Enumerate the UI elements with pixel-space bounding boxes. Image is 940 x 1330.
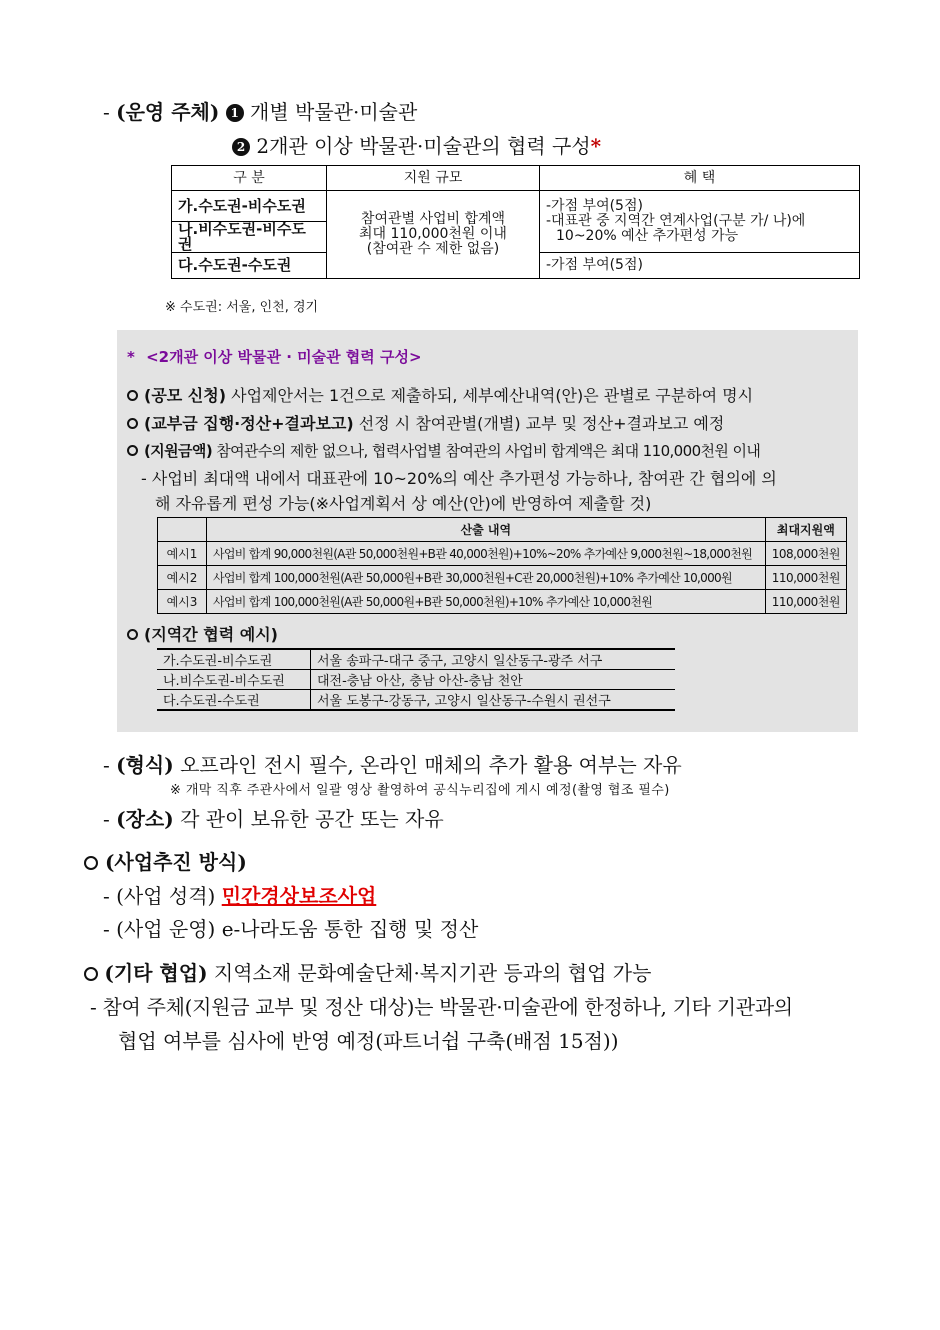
form-label: (형식): [116, 753, 174, 777]
other-line-2: 협업 여부를 심사에 반영 예정(파트너쉽 구축(배점 15점)): [118, 1029, 619, 1053]
p4-label: (지역간 협력 예시): [144, 625, 278, 644]
number-1-icon: 1: [226, 104, 244, 122]
method-l1-value: 민간경상보조사업: [221, 884, 377, 908]
box-paragraph-4: [127, 622, 278, 645]
number-2-icon: 2: [232, 138, 250, 156]
other-title-text: 지역소재 문화예술단체·복지기관 등과의 협업 가능: [213, 961, 652, 985]
box-paragraph-2: [127, 411, 724, 434]
p3-text: 참여관수의 제한 없으나, 협력사업별 참여관의 사업비 합계액은 최대 110,000천원 이내: [216, 442, 761, 460]
place-text: 각 관이 보유한 공간 또는 자유: [180, 807, 444, 831]
star-mark: *: [590, 134, 602, 158]
benefit-line: -대표관 중 지역간 연계사업(구분 가/ 나)에: [546, 213, 806, 229]
other-line-1: - 참여 주체(지원금 교부 및 정산 대상)는 박물관·미술관에 한정하나, 기타 기관과의: [90, 995, 793, 1019]
table-row: [158, 566, 847, 590]
budget-example-table: [157, 517, 847, 614]
circle-bullet-icon: [127, 390, 138, 401]
box-paragraph-1: [127, 383, 753, 406]
capital-area-note: ※ 수도권: 서울, 인천, 경기: [165, 300, 319, 315]
table-cell: 108,000천원: [765, 542, 846, 566]
table-header: 혜 택: [540, 166, 860, 191]
form-dash: -: [103, 753, 110, 777]
circle-bullet-icon: [84, 856, 98, 870]
benefit-line: 10~20% 예산 추가편성 가능: [556, 228, 739, 244]
support-table: [171, 165, 860, 279]
table-cell: 예시3: [158, 590, 207, 614]
circle-bullet-icon: [127, 418, 138, 429]
support-line: (참여관 수 제한 없음): [366, 241, 500, 257]
method-line-1: [103, 880, 376, 909]
table-cell: 사업비 합계 100,000천원(A관 50,000원+B관 50,000천원)+10% 추가예산 10,000천원: [207, 590, 766, 614]
method-title-text: (사업추진 방식): [104, 850, 247, 874]
form-text: 오프라인 전시 필수, 온라인 매체의 추가 활용 여부는 자유: [180, 753, 682, 777]
other-title-label: (기타 협업): [104, 961, 208, 985]
operator-item-2: 2개관 이상 박물관·미술관의 협력 구성: [256, 134, 591, 158]
table-header: [158, 518, 207, 542]
benefit-cell: [540, 191, 860, 253]
place-dash: -: [103, 807, 110, 831]
benefit-cell: -가점 부여(5점): [540, 253, 860, 279]
p1-text: 사업제안서는 1건으로 제출하되, 세부예산내역(안)은 관별로 구분하여 명시: [231, 386, 754, 405]
support-scale-cell: [327, 191, 540, 279]
method-l1-label: - (사업 성격): [103, 884, 216, 908]
table-cell: 예시2: [158, 566, 207, 590]
region-cell: 나.비수도권-비수도권: [172, 222, 327, 253]
circle-bullet-icon: [127, 629, 138, 640]
table-cell: 110,000천원: [765, 590, 846, 614]
box-sub-1: - 사업비 최대액 내에서 대표관에 10~20%의 예산 추가편성 가능하나, 참여관 간 협의에 의: [141, 469, 777, 488]
operator-line-1: [103, 96, 417, 125]
table-row: [158, 542, 847, 566]
table-header: 구 분: [172, 166, 327, 191]
p3-label: (지원금액): [144, 442, 213, 460]
place-line: [103, 803, 444, 832]
circle-bullet-icon: [84, 967, 98, 981]
p1-label: (공모 신청): [144, 386, 227, 405]
table-row: [157, 670, 675, 690]
table-cell: 다.수도권-수도권: [157, 690, 311, 711]
form-note: ※ 개막 직후 주관사에서 일괄 영상 촬영하여 공식누리집에 게시 예정(촬영 협조 필수): [170, 783, 670, 798]
operator-dash: -: [103, 100, 110, 124]
form-line: [103, 749, 682, 778]
table-cell: 서울 도봉구-강동구, 고양시 일산동구-수원시 권선구: [311, 690, 676, 711]
benefit-line: -가점 부여(5점): [546, 198, 643, 214]
operator-label: (운영 주체): [116, 100, 220, 124]
box-title-star: *: [127, 348, 135, 366]
table-cell: 사업비 합계 100,000천원(A관 50,000원+B관 30,000천원+C관 20,000천원)+10% 추가예산 10,000원: [207, 566, 766, 590]
box-title-text: <2개관 이상 박물관 · 미술관 협력 구성>: [146, 348, 422, 366]
table-header: 지원 규모: [327, 166, 540, 191]
table-row: [158, 590, 847, 614]
region-cell: 다.수도권-수도권: [172, 253, 327, 279]
operator-line-2: [232, 130, 601, 159]
table-cell: 대전-충남 아산, 충남 아산-충남 천안: [311, 670, 676, 690]
box-title: [127, 346, 422, 367]
box-sub-2: 해 자유롭게 편성 가능(※사업계획서 상 예산(안)에 반영하여 제출할 것): [155, 494, 652, 513]
table-cell: 110,000천원: [765, 566, 846, 590]
table-cell: 나.비수도권-비수도권: [157, 670, 311, 690]
p2-text: 선정 시 참여관별(개별) 교부 및 정산+결과보고 예정: [358, 414, 725, 433]
circle-bullet-icon: [127, 445, 138, 456]
region-cell: 가.수도권-비수도권: [172, 191, 327, 222]
place-label: (장소): [116, 807, 174, 831]
table-row: [157, 690, 675, 711]
table-header: 최대지원액: [765, 518, 846, 542]
box-paragraph-3: [127, 440, 760, 461]
regional-example-table: [157, 648, 675, 711]
p2-label: (교부금 집행·정산+결과보고): [144, 414, 354, 433]
support-line: 최대 110,000천원 이내: [359, 226, 507, 242]
table-header: 산출 내역: [207, 518, 766, 542]
method-title: [84, 846, 247, 875]
other-title: [84, 957, 651, 986]
operator-item-1: 개별 박물관·미술관: [250, 100, 418, 124]
method-line-2: - (사업 운영) e-나라도움 통한 집행 및 정산: [103, 917, 479, 941]
table-cell: 예시1: [158, 542, 207, 566]
support-line: 참여관별 사업비 합계액: [360, 211, 506, 227]
table-cell: 서울 송파구-대구 중구, 고양시 일산동구-광주 서구: [311, 649, 676, 670]
table-row: [157, 649, 675, 670]
table-cell: 가.수도권-비수도권: [157, 649, 311, 670]
table-cell: 사업비 합계 90,000천원(A관 50,000천원+B관 40,000천원)+10%~20% 추가예산 9,000천원~18,000천원: [207, 542, 766, 566]
